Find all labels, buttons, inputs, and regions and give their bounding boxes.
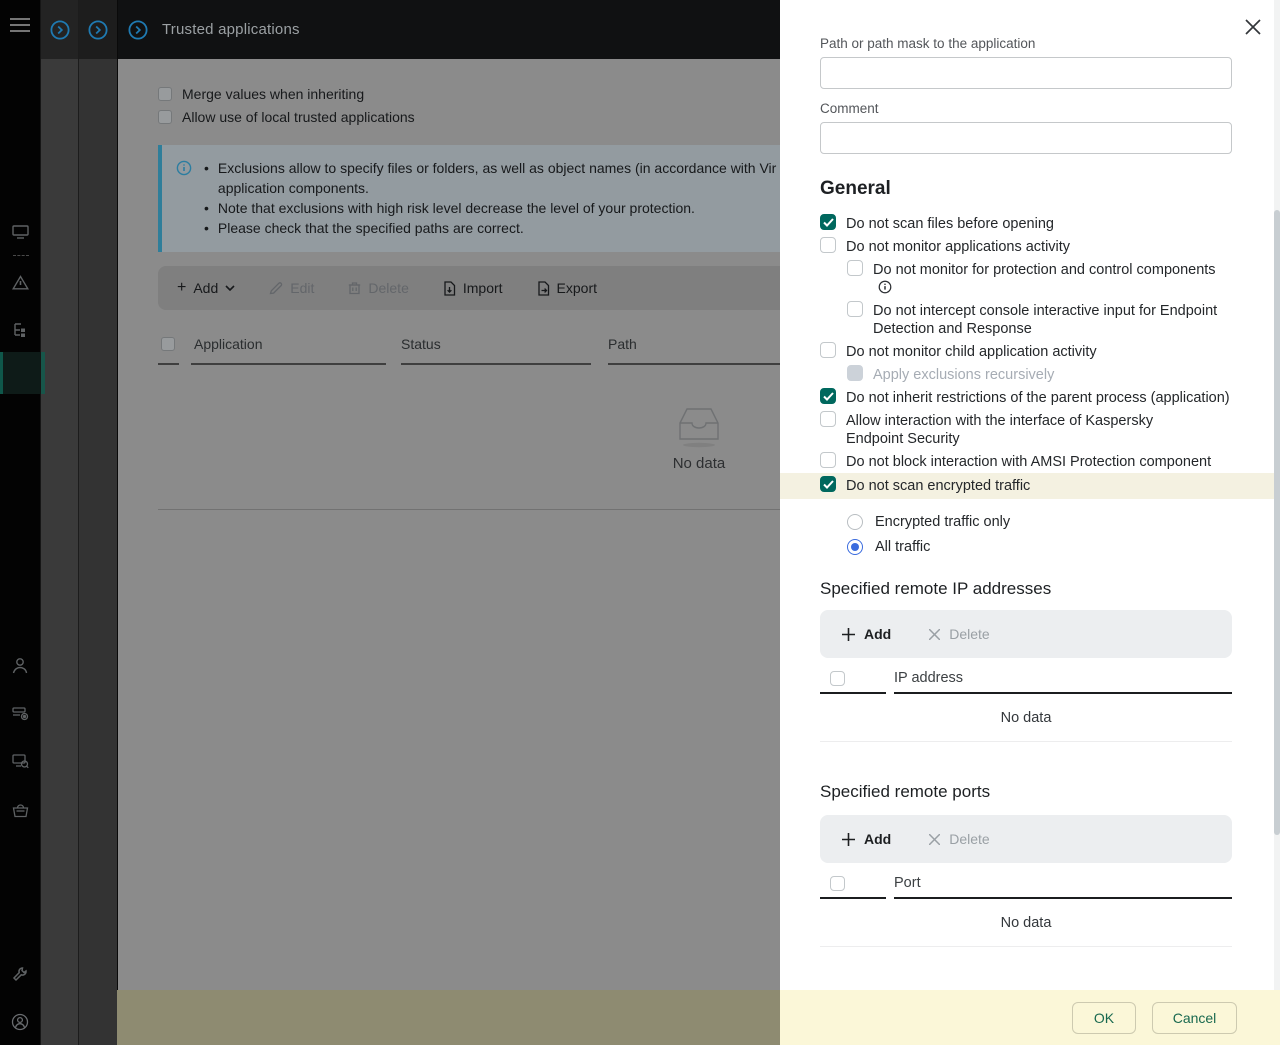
radio-unselected[interactable] (847, 514, 863, 530)
no-data-label: No data (672, 454, 726, 472)
checkbox-checked[interactable] (820, 214, 836, 230)
local-trusted-checkbox[interactable] (158, 110, 172, 124)
x-icon (929, 834, 940, 845)
option-row: Do not monitor for protection and control components (847, 258, 1232, 299)
checkbox[interactable] (820, 452, 836, 468)
checkbox[interactable] (820, 237, 836, 253)
cancel-button[interactable]: Cancel (1152, 1002, 1237, 1034)
column-path[interactable]: Path (608, 324, 1240, 365)
path-field-label: Path or path mask to the application (820, 36, 1036, 51)
ports-column-header[interactable]: Port (894, 869, 1232, 899)
devices-icon[interactable] (0, 222, 40, 242)
ip-section-title: Specified remote IP addresses (820, 579, 1052, 598)
add-button[interactable]: + Add (177, 279, 235, 297)
ports-table-header (820, 869, 1232, 899)
device-search-icon[interactable] (0, 751, 40, 771)
chevron-down-icon (225, 285, 235, 291)
ok-button[interactable]: OK (1072, 1002, 1136, 1034)
page-footer-dimmed (117, 990, 780, 1045)
checkbox-checked[interactable] (820, 476, 836, 492)
general-section-title: General (820, 178, 891, 199)
no-data-tray-icon (671, 403, 727, 449)
collapsed-panel-1 (40, 0, 78, 1045)
option-row-disabled: Apply exclusions recursively (847, 363, 1232, 386)
option-row: Allow interaction with the interface of Kaspersky Endpoint Security (820, 409, 1232, 450)
info-bullet: • Note that exclusions with high risk level decrease the level of your protection. (204, 200, 695, 216)
info-bullet: • Please check that the specified paths are correct. (204, 220, 524, 236)
plus-icon (842, 628, 855, 641)
ip-add-button[interactable]: Add (842, 626, 891, 642)
import-button[interactable]: Import (443, 280, 503, 296)
server-settings-icon[interactable] (0, 703, 40, 723)
radio-row: All traffic (847, 534, 1232, 559)
collapse-panel-icon[interactable] (128, 20, 148, 40)
ip-table-header (820, 664, 1232, 694)
local-trusted-label: Allow use of local trusted applications (182, 108, 415, 125)
merge-values-checkbox[interactable] (158, 87, 172, 101)
info-icon[interactable] (878, 280, 892, 294)
select-all-checkbox[interactable] (161, 337, 175, 351)
ip-select-all-checkbox[interactable] (830, 671, 845, 686)
page-header (118, 0, 780, 59)
column-status[interactable]: Status (401, 324, 591, 365)
edit-button: Edit (269, 280, 314, 296)
ip-column-header[interactable]: IP address (894, 664, 1232, 694)
collapsed-panel-2 (78, 0, 117, 1045)
option-row-highlighted: Do not scan encrypted traffic (780, 473, 1280, 499)
marketplace-icon[interactable] (0, 800, 40, 820)
info-icon (176, 160, 192, 238)
tools-icon[interactable] (0, 964, 40, 984)
ip-delete-button: Delete (929, 626, 989, 642)
export-icon (537, 281, 550, 296)
checkbox-checked[interactable] (820, 388, 836, 404)
expand-panel-1-icon[interactable] (41, 0, 78, 59)
main-page-dimmed (117, 0, 780, 1045)
page-title: Trusted applications (162, 21, 300, 38)
trusted-application-drawer (780, 0, 1280, 1045)
warning-icon[interactable] (0, 272, 40, 292)
ports-delete-button: Delete (929, 831, 989, 847)
ports-empty-state: No data (820, 899, 1232, 947)
ip-toolbar (820, 610, 1232, 658)
hierarchy-icon[interactable] (0, 320, 40, 340)
checkbox[interactable] (820, 411, 836, 427)
trash-icon (348, 281, 361, 295)
comment-input[interactable] (820, 122, 1232, 154)
account-icon[interactable] (0, 1012, 40, 1032)
sidebar-item-selected[interactable] (0, 352, 40, 394)
option-row: Do not scan files before opening (820, 212, 1232, 235)
drawer-footer (780, 990, 1280, 1045)
panel-1-selected-marker (41, 352, 45, 394)
option-row: Do not monitor child application activity (820, 340, 1232, 363)
merge-values-label: Merge values when inheriting (182, 85, 365, 102)
column-application[interactable]: Application (191, 324, 386, 365)
radio-selected[interactable] (847, 539, 863, 555)
scrollbar-thumb[interactable] (1274, 210, 1280, 835)
info-bullet: • Exclusions allow to specify files or folders, as well as object names (in accordance with Vir application components. (204, 160, 777, 196)
option-row: Do not intercept console interactive input for Endpoint Detection and Response (847, 299, 1247, 340)
checkbox[interactable] (820, 342, 836, 358)
delete-button: Delete (348, 280, 408, 296)
menu-icon[interactable] (0, 15, 40, 35)
merge-values-row (158, 82, 780, 105)
comment-field-label: Comment (820, 101, 879, 116)
checkbox[interactable] (847, 301, 863, 317)
ports-select-all-checkbox[interactable] (830, 876, 845, 891)
checkbox-disabled (847, 365, 863, 381)
user-icon[interactable] (0, 655, 40, 675)
plus-icon (842, 833, 855, 846)
ip-empty-state: No data (820, 694, 1232, 742)
import-icon (443, 281, 456, 296)
ports-add-button[interactable]: Add (842, 831, 891, 847)
sidebar-divider (13, 255, 29, 256)
export-button[interactable]: Export (537, 280, 597, 296)
option-row: Do not inherit restrictions of the parent process (application) (820, 386, 1232, 409)
expand-panel-2-icon[interactable] (79, 0, 117, 59)
radio-row: Encrypted traffic only (847, 509, 1232, 534)
path-input[interactable] (820, 57, 1232, 89)
local-trusted-row (158, 105, 780, 128)
ports-section-title: Specified remote ports (820, 782, 991, 801)
option-row: Do not block interaction with AMSI Protection component (820, 450, 1232, 473)
sidebar (0, 0, 40, 1045)
checkbox[interactable] (847, 260, 863, 276)
option-row: Do not monitor applications activity (820, 235, 1232, 258)
pencil-icon (269, 281, 283, 295)
ports-toolbar (820, 815, 1232, 863)
x-icon (929, 629, 940, 640)
